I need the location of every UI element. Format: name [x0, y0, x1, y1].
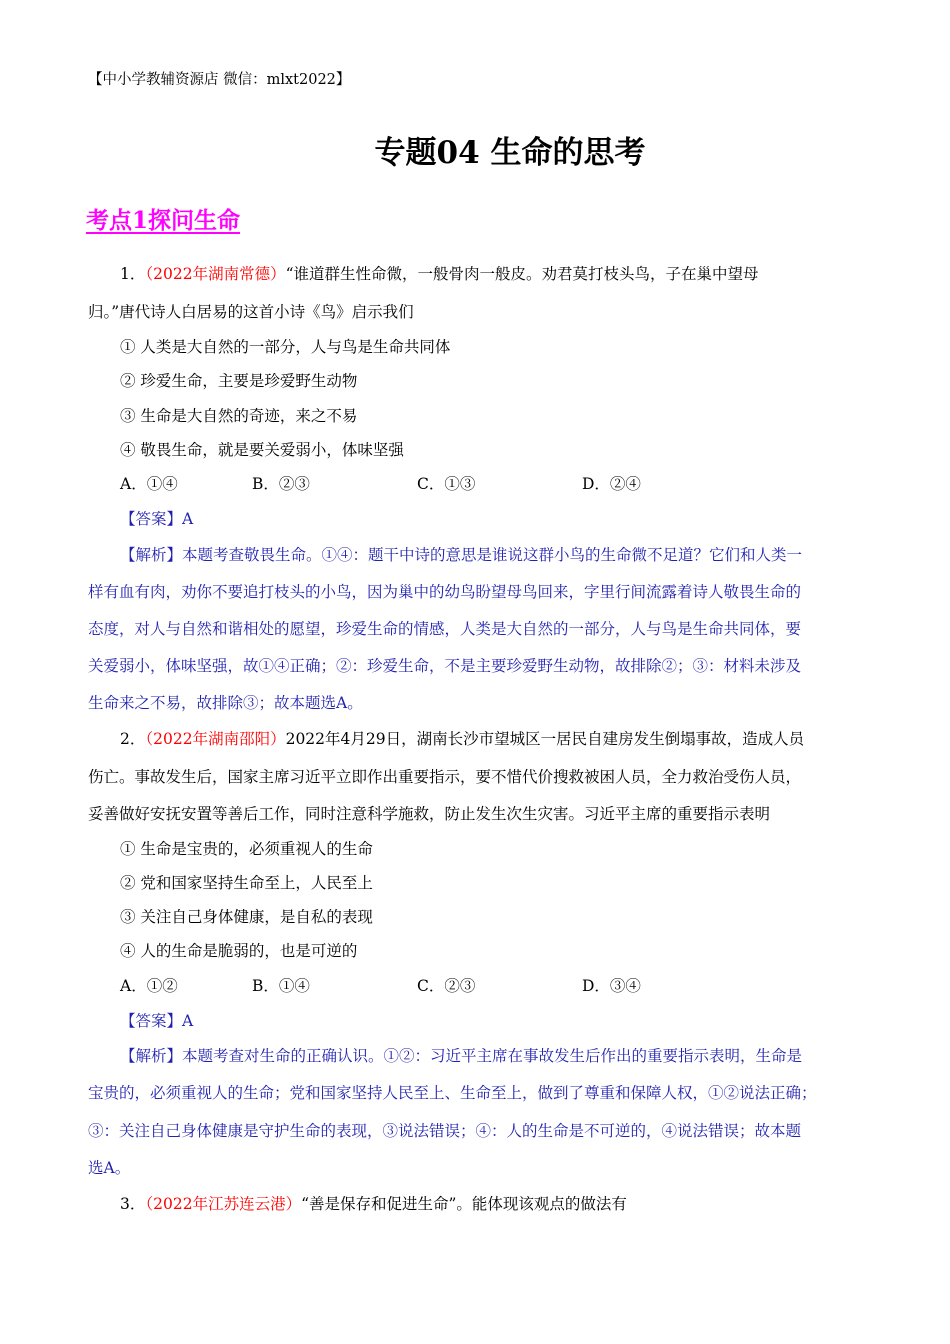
q1-explanation-line-5: 生命来之不易，故排除③；故本题选A。	[88, 694, 363, 712]
q1-statement-2: ② 珍爱生命，主要是珍爱野生动物	[120, 372, 358, 390]
q1-source: （2022年湖南常德）	[145, 265, 286, 283]
q1-option-a: A．①④	[120, 475, 178, 493]
q1-stem-line-2: 归。”唐代诗人白居易的这首小诗《鸟》启示我们	[88, 303, 414, 321]
q3-stem-line-1	[120, 1193, 627, 1215]
q2-explanation-line-3: ③：关注自己身体健康是守护生命的表现，③说法错误；④：人的生命是不可逆的，④说法错误；故本题	[88, 1122, 802, 1140]
q2-stem-line-2: 伤亡。事故发生后，国家主席习近平立即作出重要指示，要不惜代价搜救被困人员，全力救治受伤人员，	[88, 768, 802, 786]
q1-statement-1: ① 人类是大自然的一部分，人与鸟是生命共同体	[120, 338, 451, 356]
q2-stem-line-1	[120, 728, 804, 750]
q2-option-d: D．③④	[582, 977, 641, 995]
q2-statement-4: ④ 人的生命是脆弱的，也是可逆的	[120, 942, 358, 960]
q1-option-c: C．①③	[417, 475, 476, 493]
q2-statement-2: ② 党和国家坚持生命至上，人民至上	[120, 874, 373, 892]
q2-explanation-line-4: 选A。	[88, 1159, 131, 1177]
q1-explanation-line-1: 【解析】本题考查敬畏生命。①④：题干中诗的意思是谁说这群小鸟的生命微不足道？它们和人类一	[120, 546, 803, 564]
q2-answer: 【答案】A	[120, 1012, 194, 1030]
q1-explanation-line-2: 样有血有肉，劝你不要追打枝头的小鸟，因为巢中的幼鸟盼望母鸟回来，字里行间流露着诗人敬畏生命的	[88, 583, 802, 601]
q2-stem-text: 2022年4月29日，湖南长沙市望城区一居民自建房发生倒塌事故，造成人员	[285, 730, 805, 748]
page-header: 【中小学教辅资源店 微信：mlxt2022】	[88, 72, 351, 88]
q2-explanation-line-2: 宝贵的，必须重视人的生命；党和国家坚持人民至上、生命至上，做到了尊重和保障人权，①②说法正确；	[88, 1084, 817, 1102]
q3-source: （2022年江苏连云港）	[145, 1195, 302, 1213]
q2-statement-3: ③ 关注自己身体健康，是自私的表现	[120, 908, 373, 926]
q2-option-b: B．①④	[252, 977, 310, 995]
q1-statement-3: ③ 生命是大自然的奇迹，来之不易	[120, 407, 358, 425]
q2-number: 2．	[120, 730, 146, 748]
section-heading: 考点1探问生命	[86, 207, 241, 234]
q1-stem-text: “谁道群生性命微，一般骨肉一般皮。劝君莫打枝头鸟，子在巢中望母	[285, 265, 759, 283]
q2-explanation-line-1: 【解析】本题考查对生命的正确认识。①②：习近平主席在事故发生后作出的重要指示表明，生命是	[120, 1047, 803, 1065]
q3-stem-text: “善是保存和促进生命”。能体现该观点的做法有	[301, 1195, 627, 1213]
q1-option-b: B．②③	[252, 475, 310, 493]
q1-explanation-line-4: 关爱弱小，体味坚强，故①④正确；②：珍爱生命，不是主要珍爱野生动物，故排除②；③：材料未涉及	[88, 657, 802, 675]
q2-stem-line-3: 妥善做好安抚安置等善后工作，同时注意科学施救，防止发生次生灾害。习近平主席的重要指示表明	[88, 805, 771, 823]
q1-option-d: D．②④	[582, 475, 641, 493]
q3-number: 3．	[120, 1195, 146, 1213]
q1-explanation-line-3: 态度，对人与自然和谐相处的愿望，珍爱生命的情感，人类是大自然的一部分，人与鸟是生命共同体，要	[88, 620, 802, 638]
q2-source: （2022年湖南邵阳）	[145, 730, 286, 748]
q2-option-a: A．①②	[120, 977, 178, 995]
q1-number: 1．	[120, 265, 146, 283]
q2-statement-1: ① 生命是宝贵的，必须重视人的生命	[120, 840, 373, 858]
q2-option-c: C．②③	[417, 977, 476, 995]
page-title: 专题04 生命的思考	[374, 135, 646, 171]
q1-stem-line-1	[120, 263, 759, 285]
q1-statement-4: ④ 敬畏生命，就是要关爱弱小，体味坚强	[120, 441, 404, 459]
q1-answer: 【答案】A	[120, 510, 194, 528]
